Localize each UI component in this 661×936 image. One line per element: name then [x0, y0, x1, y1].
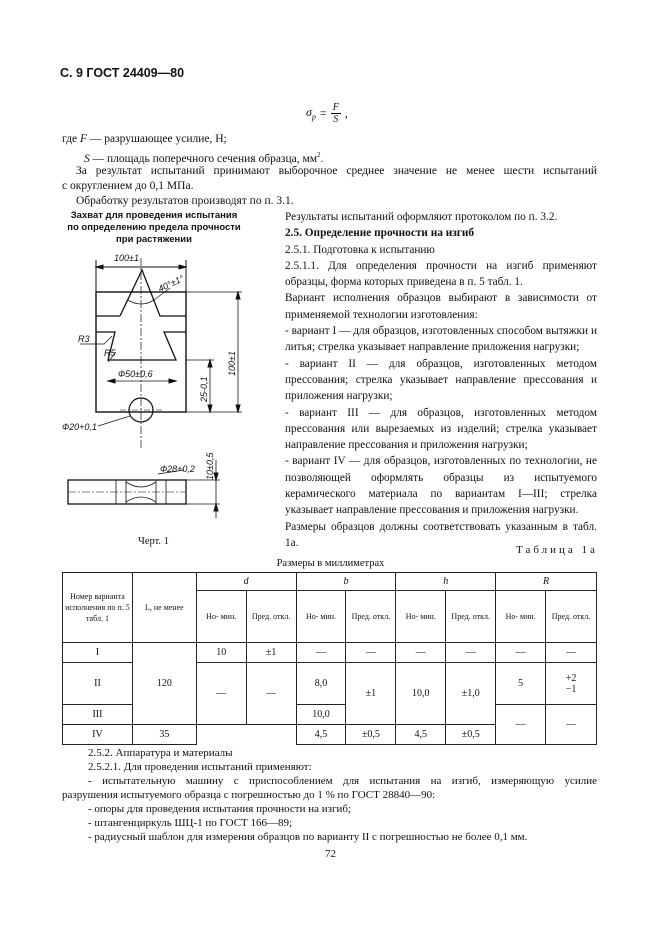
th-b-nom: Но- мин. [296, 591, 346, 643]
bottom-line-5: - опоры для проведения испытания прочности на изгиб; [88, 803, 352, 815]
dim-angle-40: 40°±1° [156, 273, 186, 294]
th-b-pred: Пред. откл. [346, 591, 396, 643]
page-header: С. 9 ГОСТ 24409—80 [60, 66, 185, 80]
figure-caption: Захват для проведения испытания по определению предела прочности при растяжении [67, 210, 241, 245]
formula-fraction [331, 102, 341, 125]
right-para-9: - вариант IV — для образцов, изготовленных по технологии, не позволяющей оформлять образцы из испытуемого керамического материала по вариантам I—III; стрелка указывает направление прессования и приложения нагрузки. [285, 455, 597, 517]
dim-d50: Ф50±0,6 [118, 369, 153, 379]
th-variant: Номер варианта исполнения по п. 5 табл. 1 [63, 573, 133, 643]
stress-formula [306, 102, 348, 125]
table-row: III 10,0 — — [63, 705, 597, 725]
right-para-1: Результаты испытаний оформляют протоколом по п. 3.2. [285, 211, 558, 223]
table-caption: Таблица 1а [516, 544, 598, 556]
grip-drawing [60, 248, 250, 533]
right-para-10: Размеры образцов должны соответствовать указанным в табл. 1а. [285, 520, 597, 549]
table-row: I 120 10 ±1 — — — — — — [63, 643, 597, 663]
dim-width-100: 100±1 [114, 253, 139, 263]
th-R-nom: Но- мин. [496, 591, 546, 643]
th-d: d [196, 573, 296, 591]
th-h: h [396, 573, 496, 591]
formula-denominator: S [333, 114, 339, 125]
right-column [285, 209, 597, 551]
bottom-line-7: - радиусный шаблон для измерения образцов по варианту II с погрешностью не более 0,1 мм. [88, 831, 528, 843]
dim-t10: 10±0,5 [205, 452, 215, 480]
table-units: Размеры в миллиметрах [276, 558, 385, 569]
bottom-line-3: - испытательную машину с приспособлением для испытания на изгиб, измеряющую усилие [88, 775, 597, 787]
right-para-8: - вариант III — для образцов, изготовленных методом прессования или вырезаемых из изделий; стрелка указывает направление прессования и приложения нагрузки; [285, 406, 597, 452]
table-row: II — — 8,0 ±1 10,0 ±1,0 5 +2 −1 [63, 663, 597, 705]
intro-paragraph-2: Обработку результатов производят по п. 3.1. [76, 195, 294, 207]
formula-tail: , [344, 106, 348, 120]
th-d-nom: Но- мин. [196, 591, 246, 643]
th-R: R [496, 573, 597, 591]
th-L: L, не менее [132, 573, 196, 643]
bottom-line-4: разрушения испытуемого образца с погрешностью до 1 % по ГОСТ 28840—90: [62, 789, 436, 801]
right-para-5: Вариант исполнения образцов выбирают в зависимости от применяемой технологии изготовления: [285, 292, 597, 321]
bottom-line-1: 2.5.2. Аппаратура и материалы [88, 747, 233, 759]
right-para-6: - вариант I — для образцов, изготовленных способом вытяжки и литья; стрелка указывает направление приложения нагрузки; [285, 325, 597, 354]
section-heading-2-5: 2.5. Определение прочности на изгиб [285, 227, 475, 240]
th-b: b [296, 573, 396, 591]
formula-sigma: $\sigma_р$ [306, 105, 316, 122]
where-line-2: S — площадь поперечного сечения образца, $мм^2$. [84, 151, 324, 165]
where-line-1: где F — разрушающее усилие, Н; [62, 133, 227, 145]
th-h-nom: Но- мин. [396, 591, 446, 643]
dim-d20: Ф20+0,1 [62, 422, 97, 432]
right-para-4: 2.5.1.1. Для определения прочности на изгиб применяют образцы, форма которых приведена в п. 5 табл. 1. [285, 259, 597, 289]
bottom-line-6: - штангенциркуль ШЦ-1 по ГОСТ 166—89; [88, 817, 293, 829]
dim-h25: 25-0,1 [199, 376, 209, 402]
th-d-pred: Пред. откл. [246, 591, 296, 643]
section-heading-2-5-1: 2.5.1. Подготовка к испытанию [285, 243, 435, 256]
dim-r3: R3 [78, 334, 90, 344]
table-row: IV 35 4,5 ±0,5 4,5 ±0,5 [63, 725, 597, 745]
formula-numerator: F [332, 102, 339, 113]
intro-paragraph-1a: За результат испытаний принимают выборочное среднее значение не менее шести испытаний [76, 165, 597, 177]
th-h-pred: Пред. откл. [446, 591, 496, 643]
dim-r5: R5 [104, 348, 116, 358]
formula-eq: = [319, 106, 327, 120]
right-para-7: - вариант II — для образцов, изготовленных методом прессования; стрелка указывает направление прессования и приложения нагрузки; [285, 357, 597, 403]
th-R-pred: Пред. откл. [546, 591, 597, 643]
intro-paragraph-1b: с округлением до 0,1 МПа. [62, 180, 194, 192]
bottom-line-2: 2.5.2.1. Для проведения испытаний применяют: [88, 761, 312, 773]
dim-d28: Ф28+0,2 [160, 464, 195, 474]
dimensions-table [62, 572, 597, 745]
R-tolerance-cell: +2 −1 [546, 663, 597, 705]
figure-label: Черт. 1 [138, 536, 169, 547]
dim-h100: 100±1 [227, 351, 237, 376]
page-number: 72 [325, 848, 336, 860]
